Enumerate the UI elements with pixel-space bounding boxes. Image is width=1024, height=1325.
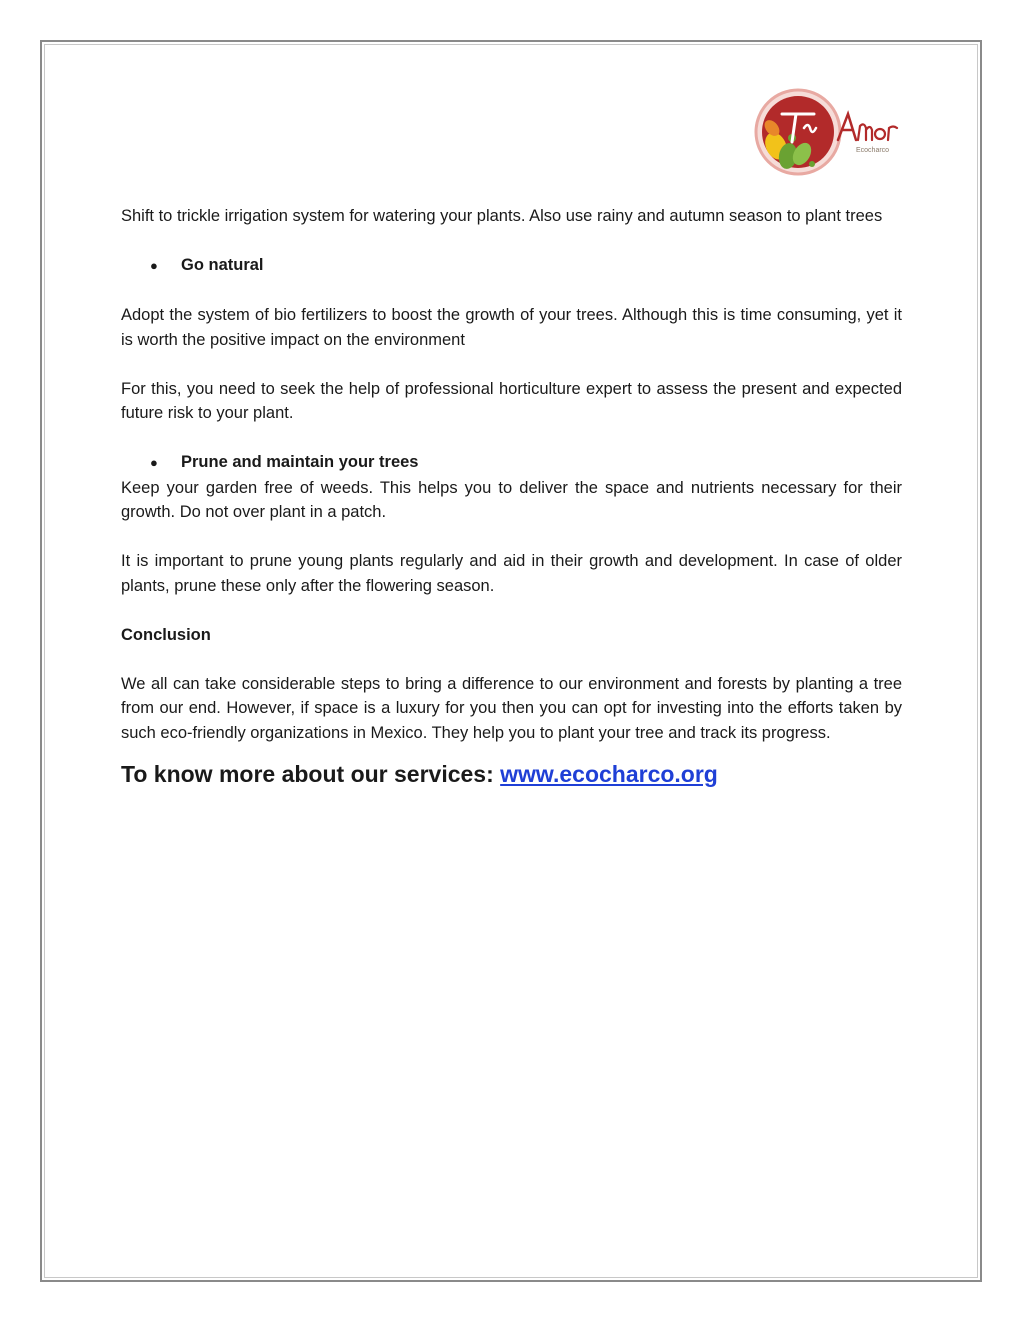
conclusion-heading: Conclusion xyxy=(121,625,211,644)
bullet-prune-maintain xyxy=(121,450,902,476)
document-body xyxy=(121,204,902,789)
paragraph-horticulture-expert: For this, you need to seek the help of professional horticulture expert to assess the present and expected future risk to your plant. xyxy=(121,379,902,422)
bullet-go-natural xyxy=(121,253,902,279)
bullet-dot-icon: ● xyxy=(150,258,158,273)
paragraph-conclusion: We all can take considerable steps to bring a difference to our environment and forests by planting a tree from our end. However, if space is a luxury for you then you can opt for investing into the efforts taken by such eco-friendly organizations in Mexico. They help you to plant your tree and track its progress. xyxy=(121,674,902,742)
paragraph-weeds: Keep your garden free of weeds. This helps you to deliver the space and nutrients necessary for their growth. Do not over plant in a patch. xyxy=(121,478,902,521)
bullet-label: Go natural xyxy=(181,256,264,274)
paragraph-irrigation: Shift to trickle irrigation system for watering your plants. Also use rainy and autumn season to plant trees xyxy=(121,207,883,225)
bullet-dot-icon: ● xyxy=(150,455,158,470)
ecocharco-link[interactable]: www.ecocharco.org xyxy=(500,761,718,787)
logo-subtext: Ecocharco xyxy=(856,147,890,154)
paragraph-prune-young: It is important to prune young plants regularly and aid in their growth and development. In case of older plants, prune these only after the flowering season. xyxy=(121,552,902,595)
bullet-label: Prune and maintain your trees xyxy=(181,453,419,471)
cta-label: To know more about our services: xyxy=(121,761,501,787)
tinto-amor-logo xyxy=(752,84,912,180)
paragraph-bio-fertilizers: Adopt the system of bio fertilizers to boost the growth of your trees. Although this is time consuming, yet it is worth the positive impact on the environment xyxy=(121,306,902,349)
services-cta xyxy=(121,759,902,789)
